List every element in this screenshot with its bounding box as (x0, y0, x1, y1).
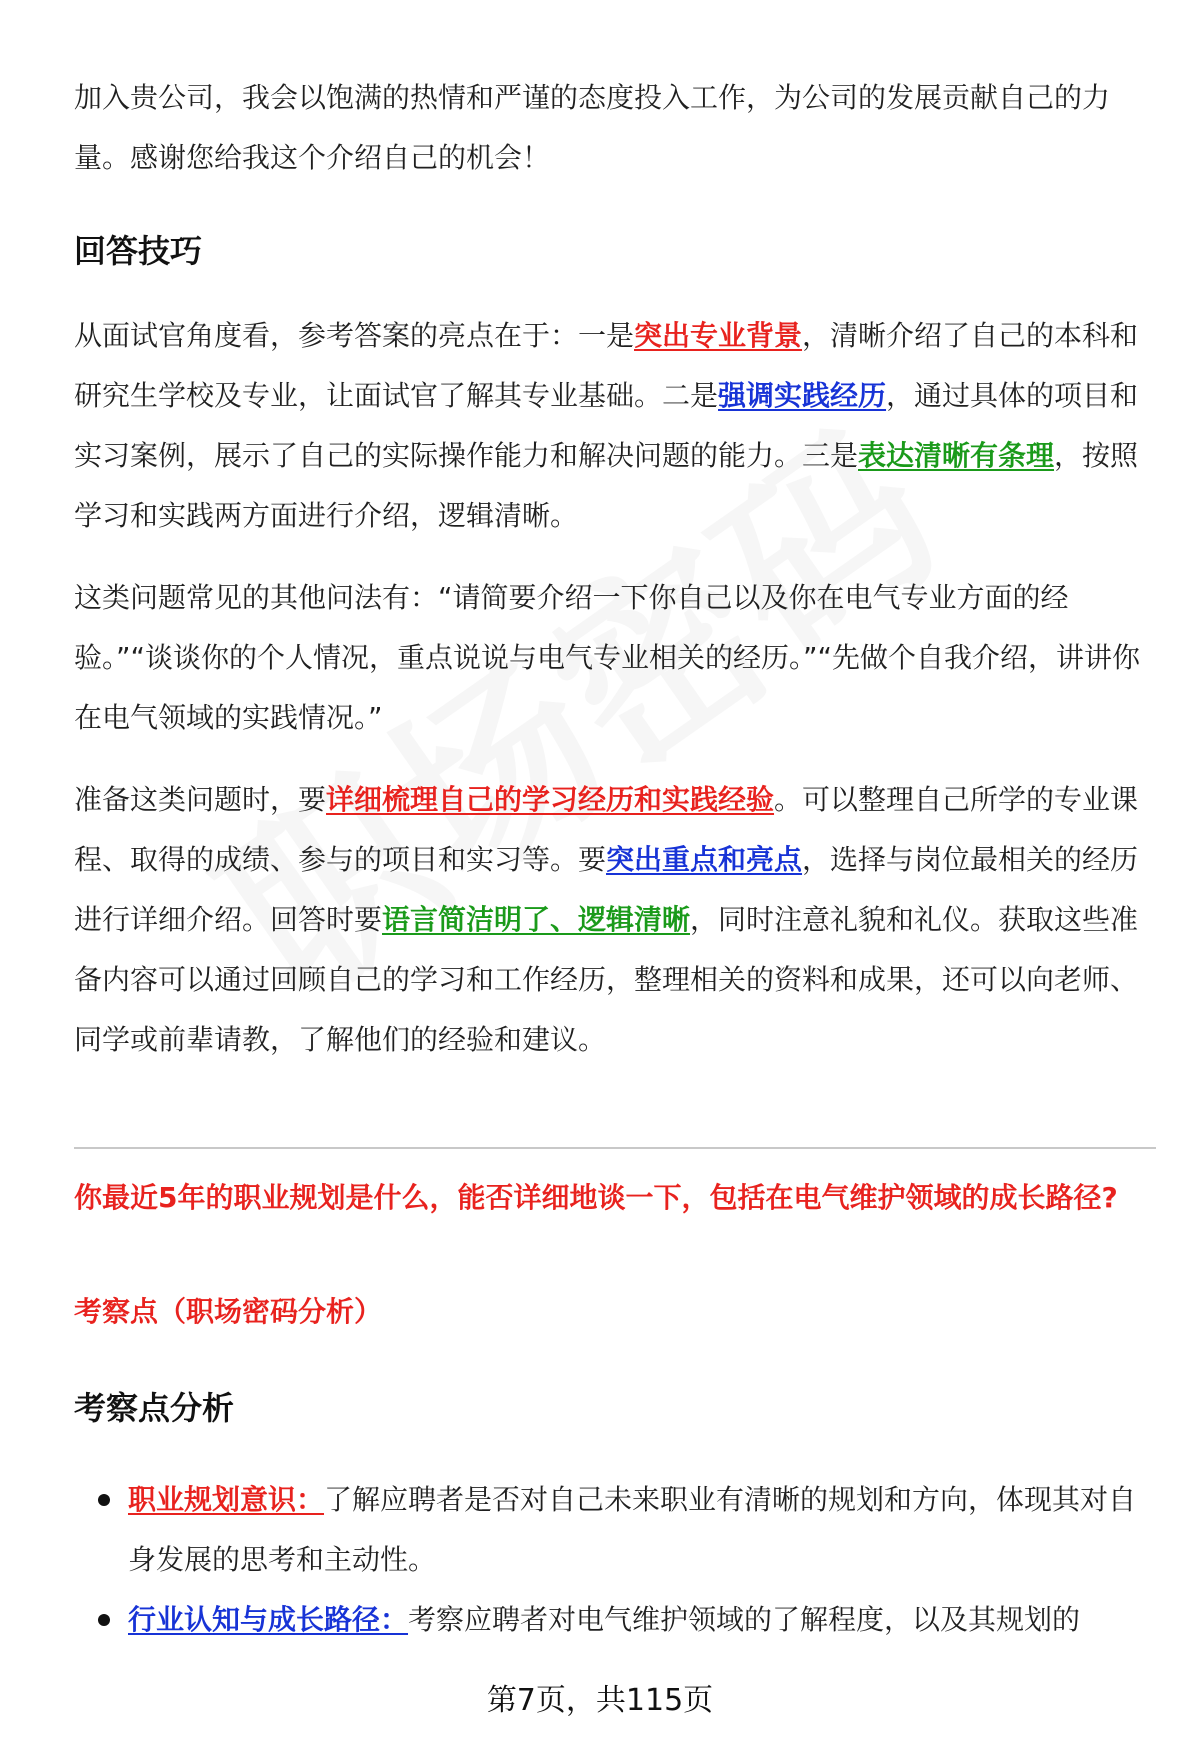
highlight-clear-expression: 表达清晰有条理 (858, 439, 1055, 472)
tips-paragraph-1 (74, 306, 1154, 546)
list-item-text: 了解应聘者是否对自己未来职业有清晰的规划和方向，体现其对自身发展的思考和主动性。 (128, 1483, 1137, 1576)
highlight-review-experience: 详细梳理自己的学习经历和实践经验 (326, 783, 775, 816)
section-divider (74, 1147, 1156, 1149)
text-span: 。可以整理自己所学的专业课程、取得的成绩、参与的项目和实习等。要 (74, 783, 1139, 876)
bullet-icon (98, 1494, 110, 1506)
text-span: 准备这类问题时，要 (74, 783, 327, 816)
text-span: ，同时注意礼貌和礼仪。获取这些准备内容可以通过回顾自己的学习和工作经历，整理相关的资料和成果，还可以向老师、同学或前辈请教，了解他们的经验和建议。 (74, 903, 1139, 1056)
highlight-concise-language: 语言简洁明了、逻辑清晰 (382, 903, 691, 936)
analysis-heading: 考察点分析 (74, 1389, 235, 1427)
text-span: 从面试官角度看，参考答案的亮点在于：一是 (74, 319, 635, 352)
list-item-label: 行业认知与成长路径： (128, 1603, 409, 1636)
highlight-practice-experience: 强调实践经历 (718, 379, 887, 412)
page-number: 第7页，共115页 (486, 1683, 714, 1718)
tips-heading: 回答技巧 (74, 232, 203, 270)
text-span: ，通过具体的项目和实习案例，展示了自己的实际操作能力和解决问题的能力。三是 (74, 379, 1139, 472)
highlight-professional-background: 突出专业背景 (634, 319, 803, 352)
list-item-text: 考察应聘者对电气维护领域的了解程度，以及其规划的 (408, 1603, 1081, 1636)
interview-question: 你最近5年的职业规划是什么，能否详细地谈一下，包括在电气维护领域的成长路径? (74, 1181, 1118, 1214)
highlight-key-points: 突出重点和亮点 (606, 843, 803, 876)
list-item (74, 1470, 1154, 1590)
document-body (74, 68, 1154, 1070)
tips-paragraph-2: 这类问题常见的其他问法有：“请简要介绍一下你自己以及你在电气专业方面的经验。”“谈谈你的个人情况，重点说说与电气专业相关的经历。”“先做个自我介绍，讲讲你在电气领域的实践情况。” (74, 581, 1141, 734)
analysis-list (74, 1470, 1154, 1650)
assessment-subtitle: 考察点（职场密码分析） (74, 1295, 383, 1328)
text-span: ，按照学习和实践两方面进行介绍，逻辑清晰。 (74, 439, 1139, 532)
tips-paragraph-3 (74, 770, 1154, 1070)
list-item-label: 职业规划意识： (128, 1483, 325, 1516)
text-span: ，选择与岗位最相关的经历进行详细介绍。回答时要 (74, 843, 1139, 936)
list-item (74, 1590, 1154, 1650)
intro-paragraph: 加入贵公司，我会以饱满的热情和严谨的态度投入工作，为公司的发展贡献自己的力量。感谢您给我这个介绍自己的机会！ (74, 81, 1111, 174)
bullet-icon (98, 1614, 110, 1626)
text-span: ，清晰介绍了自己的本科和研究生学校及专业，让面试官了解其专业基础。二是 (74, 319, 1139, 412)
